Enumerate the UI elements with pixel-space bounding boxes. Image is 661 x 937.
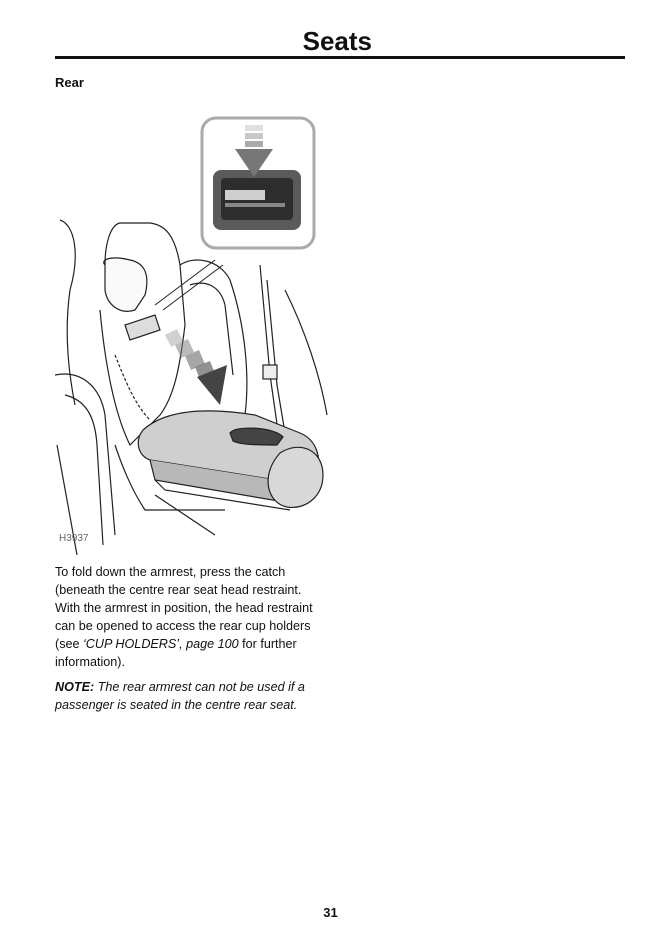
section-heading: Rear: [55, 75, 84, 90]
note-paragraph: [55, 678, 330, 714]
figure-code: H3937: [59, 533, 89, 544]
cross-reference: ‘CUP HOLDERS’, page 100: [83, 637, 239, 651]
rear-armrest-illustration: [55, 115, 330, 555]
page-number: 31: [323, 905, 338, 920]
title-rule: [55, 56, 625, 59]
instruction-text: To fold down the armrest, press the catch (beneath the centre rear seat head restraint. With the armrest in position, the head restraint can be opened to access the rear cup holders (see: [55, 565, 313, 651]
body-text: [55, 563, 330, 714]
catch-inset: [202, 118, 314, 248]
page-title: Seats: [302, 26, 372, 56]
rear-seat-drawing: [55, 115, 330, 555]
note-text: The rear armrest can not be used if a passenger is seated in the centre rear seat.: [55, 680, 305, 712]
note-label: NOTE:: [55, 680, 95, 694]
instruction-paragraph: [55, 563, 330, 671]
instruction-text-end: for further information).: [55, 637, 297, 669]
